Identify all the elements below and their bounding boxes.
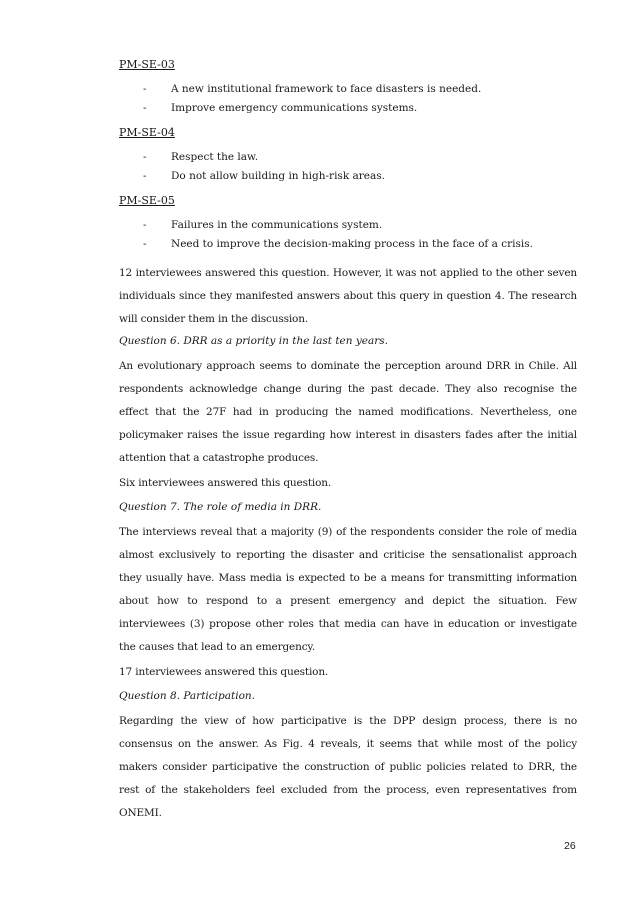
question-heading: Question 6. DRR as a priority in the last ten years.: [119, 335, 389, 347]
list-item-text: Respect the law.: [171, 151, 259, 163]
list-item-text: Need to improve the decision-making process in the face of a crisis.: [171, 238, 533, 250]
paragraph: 12 interviewees answered this question. However, it was not applied to the other seven individuals since they manifested answers about this query in question 4. The research will consider them in the discussion.: [119, 267, 577, 325]
question-heading: Question 7. The role of media in DRR.: [119, 501, 322, 513]
bullet-dash: -: [143, 83, 147, 95]
list-item-text: Improve emergency communications systems.: [171, 102, 418, 114]
bullet-list: [119, 216, 577, 254]
list-item: [119, 80, 577, 99]
paragraph: The interviews reveal that a majority (9) of the respondents consider the role of media almost exclusively to reporting the disaster and criticise the sensationalist approach they usually have. Mass media is expected to be a means for transmitting information about how to respond to a present emergency and depict the situation. Few interviewees (3) propose other roles that media can have in education or investigate the causes that lead to an emergency.: [119, 526, 577, 653]
page-body: [119, 58, 577, 827]
bullet-dash: -: [143, 170, 147, 182]
bullet-dash: -: [143, 238, 147, 250]
list-item-text: Do not allow building in high-risk areas.: [171, 170, 385, 182]
bullet-list: [119, 80, 577, 118]
paragraph: Six interviewees answered this question.: [119, 477, 332, 489]
section-code: PM-SE-03: [119, 58, 175, 71]
list-item-text: A new institutional framework to face disasters is needed.: [171, 83, 482, 95]
section-code: PM-SE-04: [119, 126, 175, 139]
question-heading: Question 8. Participation.: [119, 690, 255, 702]
page-number: 26: [564, 840, 576, 852]
list-item-text: Failures in the communications system.: [171, 219, 383, 231]
list-item: [119, 216, 577, 235]
list-item: [119, 235, 577, 254]
bullet-dash: -: [143, 102, 147, 114]
bullet-list: [119, 148, 577, 186]
bullet-dash: -: [143, 151, 147, 163]
paragraph: 17 interviewees answered this question.: [119, 666, 329, 678]
section-code: PM-SE-05: [119, 194, 175, 207]
list-item: [119, 99, 577, 118]
list-item: [119, 148, 577, 167]
paragraph: Regarding the view of how participative is the DPP design process, there is no consensus on the answer. As Fig. 4 reveals, it seems that while most of the policy makers consider participative the construction of public policies related to DRR, the rest of the stakeholders feel excluded from the process, even representatives from ONEMI.: [119, 715, 577, 819]
list-item: [119, 167, 577, 186]
paragraph: An evolutionary approach seems to dominate the perception around DRR in Chile. All respondents acknowledge change during the past decade. They also recognise the effect that the 27F had in producing the named modifications. Nevertheless, one policymaker raises the issue regarding how interest in disasters fades after the initial attention that a catastrophe produces.: [119, 360, 577, 464]
bullet-dash: -: [143, 219, 147, 231]
